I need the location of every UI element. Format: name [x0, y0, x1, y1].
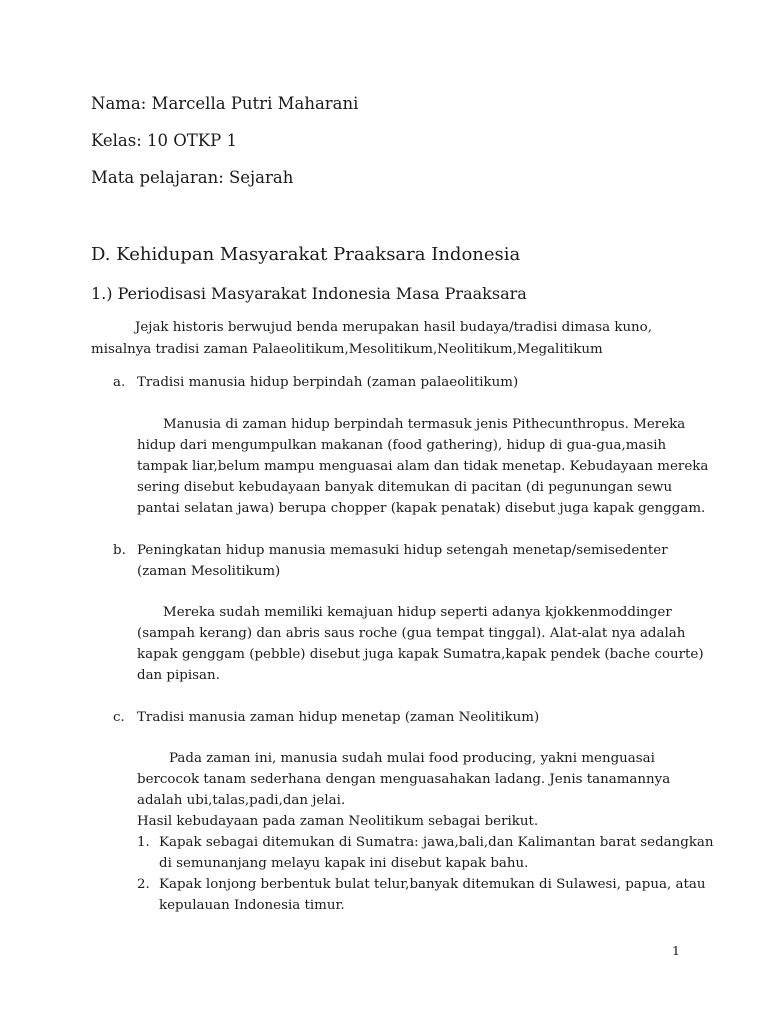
- page-number: 1: [672, 943, 680, 958]
- sublist-item-line: Kapak sebagai ditemukan di Sumatra: jawa,bali,dan Kalimantan barat sedangkan: [159, 835, 714, 850]
- item-b-paragraph-line: kapak genggam (pebble) disebut juga kapak Sumatra,kapak pendek (bache courte): [137, 647, 704, 662]
- item-b-paragraph-line: (sampah kerang) dan abris saus roche (gua tempat tinggal). Alat-alat nya adalah: [137, 626, 686, 641]
- item-c-paragraph-line: bercocok tanam sederhana dengan menguasahakan ladang. Jenis tanamannya: [137, 772, 671, 787]
- sublist-item-line: di semunanjang melayu kapak ini disebut kapak bahu.: [159, 856, 529, 871]
- list-marker-c: c.: [113, 710, 125, 725]
- intro-line: misalnya tradisi zaman Palaeolitikum,Mesolitikum,Neolitikum,Megalitikum: [91, 342, 603, 357]
- item-b-paragraph-line: Mereka sudah memiliki kemajuan hidup seperti adanya kjokkenmoddinger: [163, 605, 672, 620]
- item-a-paragraph-line: pantai selatan jawa) berupa chopper (kapak penatak) disebut juga kapak genggam.: [137, 501, 706, 516]
- item-b-paragraph-line: dan pipisan.: [137, 668, 220, 683]
- sublist-marker-2: 2.: [137, 877, 150, 892]
- item-c-paragraph-line: adalah ubi,talas,padi,dan jelai.: [137, 793, 346, 808]
- item-c-paragraph-line: Pada zaman ini, manusia sudah mulai food producing, yakni menguasai: [169, 751, 655, 766]
- item-a-paragraph-line: hidup dari mengumpulkan makanan (food gathering), hidup di gua-gua,masih: [137, 438, 667, 453]
- list-marker-a: a.: [113, 375, 126, 390]
- item-a-paragraph-line: sering disebut kebudayaan banyak ditemukan di pacitan (di pegunungan sewu: [137, 480, 673, 495]
- item-a-title: Tradisi manusia hidup berpindah (zaman palaeolitikum): [137, 375, 519, 390]
- list-marker-b: b.: [113, 543, 126, 558]
- section-title: D. Kehidupan Masyarakat Praaksara Indonesia: [91, 244, 521, 265]
- item-c-paragraph-line: Hasil kebudayaan pada zaman Neolitikum sebagai berikut.: [137, 814, 539, 829]
- sublist-marker-1: 1.: [137, 835, 150, 850]
- item-b-title: (zaman Mesolitikum): [137, 564, 281, 579]
- item-c-title: Tradisi manusia zaman hidup menetap (zaman Neolitikum): [137, 710, 540, 725]
- sublist-item-line: Kapak lonjong berbentuk bulat telur,banyak ditemukan di Sulawesi, papua, atau: [159, 877, 706, 892]
- subject: Mata pelajaran: Sejarah: [91, 168, 294, 187]
- student-name: Nama: Marcella Putri Maharani: [91, 94, 359, 113]
- subsection-title: 1.) Periodisasi Masyarakat Indonesia Masa Praaksara: [91, 284, 527, 303]
- item-a-paragraph-line: Manusia di zaman hidup berpindah termasuk jenis Pithecunthropus. Mereka: [163, 417, 686, 432]
- student-class: Kelas: 10 OTKP 1: [91, 131, 237, 150]
- item-b-title: Peningkatan hidup manusia memasuki hidup setengah menetap/semisedenter: [137, 543, 668, 558]
- sublist-item-line: kepulauan Indonesia timur.: [159, 898, 345, 913]
- intro-line: Jejak historis berwujud benda merupakan hasil budaya/tradisi dimasa kuno,: [135, 320, 653, 335]
- item-a-paragraph-line: tampak liar,belum mampu menguasai alam dan tidak menetap. Kebudayaan mereka: [137, 459, 709, 474]
